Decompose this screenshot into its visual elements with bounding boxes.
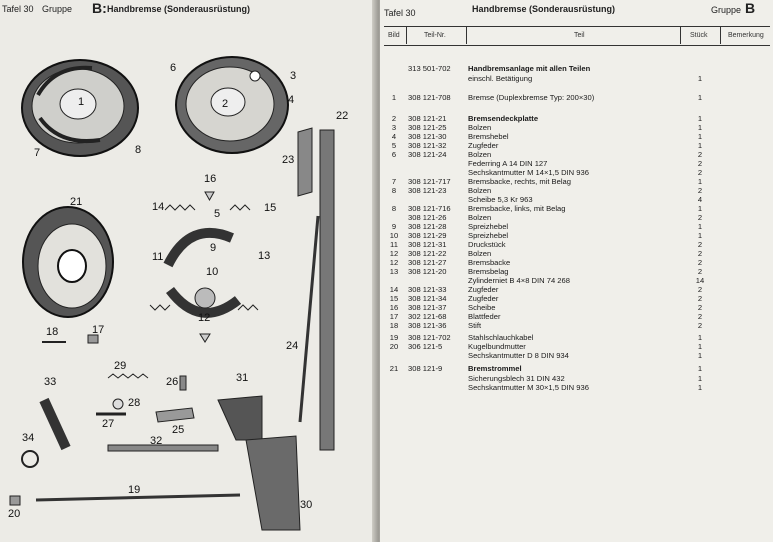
callout-18: 18 (46, 326, 59, 338)
callout-29: 29 (114, 360, 127, 372)
row-quantity: 1 (697, 132, 703, 141)
col-teil: Teil (574, 32, 585, 39)
spring-29-drawing (108, 374, 148, 378)
gruppe-label: Gruppe (711, 5, 742, 15)
row-description: Stahlschlauchkabel (468, 333, 534, 342)
row-part-number: 308 121-33 (408, 285, 447, 294)
parts-list-page (380, 0, 773, 542)
row-description: Bremsbacke, links, mit Belag (468, 204, 566, 213)
row-bild-number: 6 (391, 150, 397, 159)
callout-19: 19 (128, 484, 141, 496)
callout-25: 25 (172, 424, 185, 436)
row-quantity: 2 (697, 285, 703, 294)
callout-17: 17 (92, 324, 105, 336)
row-bild-number: 15 (389, 294, 399, 303)
row-bild-number: 8 (391, 186, 397, 195)
callout-28: 28 (128, 397, 141, 409)
row-description: Federring A 14 DIN 127 (468, 159, 548, 168)
leaf-spring-17-drawing (88, 335, 98, 343)
row-bild-number: 3 (391, 123, 397, 132)
callout-3: 3 (290, 70, 297, 82)
row-quantity: 1 (697, 231, 703, 240)
row-bild-number: 12 (389, 258, 399, 267)
callout-8: 8 (135, 144, 142, 156)
row-description: Sechskantmutter D 8 DIN 934 (468, 351, 569, 360)
row-description: Bremsendeckplatte (468, 114, 539, 123)
row-part-number: 308 121-26 (408, 213, 447, 222)
row-part-number: 308 121-34 (408, 294, 447, 303)
row-description: Spreizhebel (468, 222, 509, 231)
callout-24: 24 (286, 340, 299, 352)
row-description: Zugfeder (468, 294, 499, 303)
spring-14b-drawing (238, 305, 258, 310)
callout-20: 20 (8, 508, 21, 520)
row-bild-number: 11 (390, 240, 398, 249)
row-quantity: 2 (697, 312, 703, 321)
row-quantity: 2 (697, 159, 703, 168)
column-divider (406, 26, 407, 44)
col-bemerkung: Bemerkung (728, 32, 764, 39)
row-quantity: 2 (697, 303, 703, 312)
row-part-number: 308 121-27 (408, 258, 447, 267)
spring-15b-drawing (150, 305, 170, 310)
row-quantity: 1 (697, 374, 703, 383)
row-quantity: 4 (697, 195, 703, 204)
row-bild-number: 12 (389, 249, 399, 258)
row-quantity: 2 (697, 186, 703, 195)
row-description: Scheibe (468, 303, 496, 312)
row-bild-number: 9 (391, 222, 397, 231)
row-description: Kugelbundmutter (468, 342, 526, 351)
ratchet-31-drawing (218, 396, 262, 440)
row-description: einschl. Betätigung (468, 74, 533, 83)
callout-30: 30 (300, 499, 313, 511)
row-description: Druckstück (468, 240, 506, 249)
row-bild-number: 8 (391, 204, 397, 213)
callout-32: 32 (150, 435, 163, 447)
row-bild-number: 7 (391, 177, 397, 186)
callout-2: 2 (222, 98, 229, 110)
lever-rod-22-drawing (320, 130, 334, 450)
callout-13: 13 (258, 250, 271, 262)
left-page-title: Handbremse (Sonderausrüstung) (107, 4, 251, 14)
row-description: Scheibe 5,3 Kr 963 (468, 195, 533, 204)
nut-20-drawing (10, 496, 20, 505)
clip-34-drawing (22, 451, 38, 467)
callout-16: 16 (204, 173, 217, 185)
row-quantity: 1 (697, 333, 703, 342)
row-description: Zugfeder (468, 285, 499, 294)
callout-26: 26 (166, 376, 179, 388)
callout-23: 23 (282, 154, 295, 166)
row-description: Handbremsanlage mit allen Teilen (468, 64, 591, 73)
row-part-number: 308 121-36 (408, 321, 447, 330)
row-quantity: 2 (697, 249, 703, 258)
row-quantity: 2 (697, 267, 703, 276)
row-description: Bolzen (468, 150, 492, 159)
row-part-number: 313 501-702 (408, 64, 451, 73)
table-row (384, 93, 770, 103)
callout-1: 1 (78, 96, 85, 108)
callout-22: 22 (336, 110, 349, 122)
col-bild: Bild (388, 32, 400, 39)
row-part-number: 306 121-5 (408, 342, 443, 351)
row-part-number: 308 121-37 (408, 303, 447, 312)
row-part-number: 308 121-28 (408, 222, 447, 231)
row-bild-number: 2 (391, 114, 397, 123)
row-quantity: 1 (697, 141, 703, 150)
washer-16-drawing (205, 192, 214, 200)
right-page-title: Handbremse (Sonderausrüstung) (472, 4, 616, 14)
row-description: Sicherungsblech 31 DIN 432 (468, 374, 565, 383)
row-bild-number: 5 (391, 141, 397, 150)
column-divider (680, 26, 681, 44)
row-bild-number: 13 (389, 267, 399, 276)
row-quantity: 2 (697, 240, 703, 249)
parts-table-header (384, 26, 770, 46)
tafel-label: Tafel 30 (2, 4, 34, 14)
row-quantity: 1 (697, 383, 703, 392)
row-quantity: 1 (697, 204, 703, 213)
row-quantity: 2 (697, 294, 703, 303)
row-quantity: 1 (697, 74, 703, 83)
shaft-32-drawing (108, 445, 218, 451)
callout-14: 14 (152, 201, 165, 213)
row-quantity: 1 (697, 342, 703, 351)
illustration-page (0, 0, 378, 542)
row-part-number: 308 121-22 (408, 249, 447, 258)
callout-5: 5 (214, 208, 221, 220)
row-description: Bolzen (468, 249, 492, 258)
callout-33: 33 (44, 376, 57, 388)
row-part-number: 308 121-702 (408, 333, 451, 342)
col-teil-nr: Teil-Nr. (424, 32, 446, 39)
row-bild-number: 10 (389, 231, 399, 240)
table-row (384, 383, 770, 393)
row-part-number: 308 121-708 (408, 93, 451, 102)
callout-7: 7 (34, 147, 41, 159)
row-description: Bremsbacke (468, 258, 511, 267)
row-quantity: 1 (697, 177, 703, 186)
row-bild-number: 1 (391, 93, 397, 102)
row-quantity: 1 (697, 93, 703, 102)
column-divider (720, 26, 721, 44)
table-row (384, 74, 770, 84)
row-part-number: 308 121-25 (408, 123, 447, 132)
row-description: Spreizhebel (468, 231, 509, 240)
exploded-parts-drawing (0, 0, 378, 542)
row-quantity: 1 (697, 114, 703, 123)
callout-31: 31 (236, 372, 249, 384)
row-description: Bolzen (468, 213, 492, 222)
bracket-23-drawing (298, 128, 312, 196)
row-description: Bremshebel (468, 132, 509, 141)
callout-11: 11 (152, 251, 164, 263)
tafel-label: Tafel 30 (384, 8, 416, 18)
row-description: Zylinderniet B 4×8 DIN 74 268 (468, 276, 570, 285)
row-part-number: 308 121-9 (408, 364, 443, 373)
row-description: Bremse (Duplexbremse Typ: 200×30) (468, 93, 595, 102)
table-row (384, 321, 770, 331)
brake-shoes-drawing (168, 233, 238, 313)
row-description: Sechskantmutter M 30×1,5 DIN 936 (468, 383, 589, 392)
callout-6: 6 (170, 62, 177, 74)
row-description: Bremsbelag (468, 267, 509, 276)
table-row (384, 351, 770, 361)
row-quantity: 2 (697, 258, 703, 267)
row-part-number: 302 121-68 (408, 312, 447, 321)
row-part-number: 308 121-31 (408, 240, 447, 249)
washer-28-drawing (113, 399, 123, 409)
row-bild-number: 18 (389, 321, 399, 330)
row-bild-number: 4 (391, 132, 397, 141)
row-description: Bremstrommel (468, 364, 522, 373)
row-bild-number: 17 (389, 312, 399, 321)
column-divider (466, 26, 467, 44)
callout-4: 4 (288, 94, 295, 106)
col-stueck: Stück (690, 32, 708, 39)
row-description: Sechskantmutter M 14×1,5 DIN 936 (468, 168, 589, 177)
row-description: Zugfeder (468, 141, 499, 150)
pull-rod-24-drawing (300, 216, 318, 422)
row-description: Bolzen (468, 123, 492, 132)
row-part-number: 308 121-21 (408, 114, 447, 123)
callout-27: 27 (102, 418, 115, 430)
support-30-drawing (246, 436, 300, 530)
row-part-number: 308 121-23 (408, 186, 447, 195)
callout-15: 15 (264, 202, 277, 214)
row-quantity: 1 (697, 351, 703, 360)
spring-15-drawing (230, 205, 250, 210)
callout-34: 34 (22, 432, 35, 444)
row-quantity: 2 (697, 150, 703, 159)
table-row (384, 64, 770, 74)
row-part-number: 308 121-716 (408, 204, 451, 213)
row-description: Bolzen (468, 186, 492, 195)
spring-14-drawing (165, 205, 195, 210)
row-bild-number: 20 (389, 342, 399, 351)
gruppe-label: Gruppe (42, 4, 73, 14)
row-description: Bremsbacke, rechts, mit Belag (468, 177, 571, 186)
callout-21: 21 (70, 196, 83, 208)
row-bild-number: 19 (389, 333, 399, 342)
row-part-number: 308 121-20 (408, 267, 447, 276)
row-part-number: 308 121-29 (408, 231, 447, 240)
gruppe-letter: B: (92, 0, 107, 16)
row-quantity: 1 (697, 222, 703, 231)
row-quantity: 1 (697, 364, 703, 373)
row-part-number: 308 121-717 (408, 177, 451, 186)
row-quantity: 2 (697, 213, 703, 222)
table-row (384, 364, 770, 374)
row-quantity: 14 (695, 276, 705, 285)
callout-9: 9 (210, 242, 217, 254)
lever-33-drawing (44, 400, 66, 448)
gruppe-letter: B (745, 0, 756, 16)
row-bild-number: 14 (389, 285, 399, 294)
row-quantity: 1 (697, 123, 703, 132)
row-description: Blattfeder (468, 312, 501, 321)
row-quantity: 2 (697, 321, 703, 330)
brake-cover-plate-drawing (176, 57, 288, 153)
row-part-number: 308 121-24 (408, 150, 447, 159)
row-quantity: 2 (697, 168, 703, 177)
plate-25-drawing (156, 408, 194, 422)
part-26-drawing (180, 376, 186, 390)
row-bild-number: 21 (389, 364, 399, 373)
row-bild-number: 16 (389, 303, 399, 312)
washer-16b-drawing (200, 334, 210, 342)
row-description: Stift (468, 321, 482, 330)
callout-10: 10 (206, 266, 219, 278)
brake-drum-drawing (23, 207, 113, 317)
brake-assembly-drawing (22, 60, 138, 156)
callout-12: 12 (198, 312, 211, 324)
row-part-number: 308 121-30 (408, 132, 447, 141)
row-part-number: 308 121-32 (408, 141, 447, 150)
